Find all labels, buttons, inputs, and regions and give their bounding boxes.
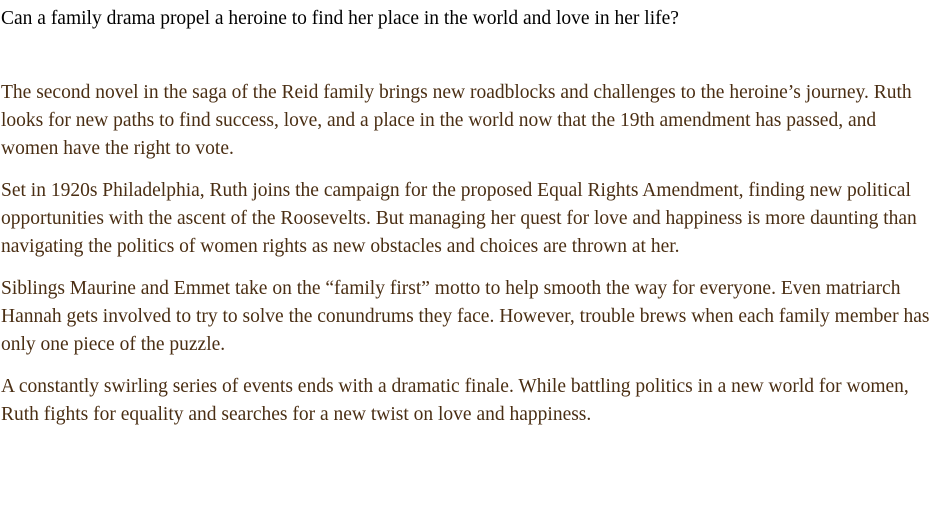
synopsis-paragraph-2: Set in 1920s Philadelphia, Ruth joins the campaign for the proposed Equal Rights Amendment, finding new political opportunities with the ascent of the Roosevelts. But managing her quest for love and happiness is more daunting than navigating the politics of women rights as new obstacles and choices are thrown at her. (1, 180, 917, 257)
headline-question: Can a family drama propel a heroine to find her place in the world and love in her life? (1, 8, 679, 29)
synopsis (1, 79, 932, 429)
synopsis-paragraph-4: A constantly swirling series of events ends with a dramatic finale. While battling politics in a new world for women, Ruth fights for equality and searches for a new twist on love and happiness. (1, 376, 909, 425)
synopsis-paragraph-3: Siblings Maurine and Emmet take on the “family first” motto to help smooth the way for everyone. Even matriarch Hannah gets involved to try to solve the conundrums they face. However, trouble brews when each family member has only one piece of the puzzle. (1, 278, 930, 355)
synopsis-paragraph-1: The second novel in the saga of the Reid family brings new roadblocks and challenges to the heroine’s journey. Ruth looks for new paths to find success, love, and a place in the world now that the 19th amendment has passed, and women have the right to vote. (1, 82, 912, 159)
